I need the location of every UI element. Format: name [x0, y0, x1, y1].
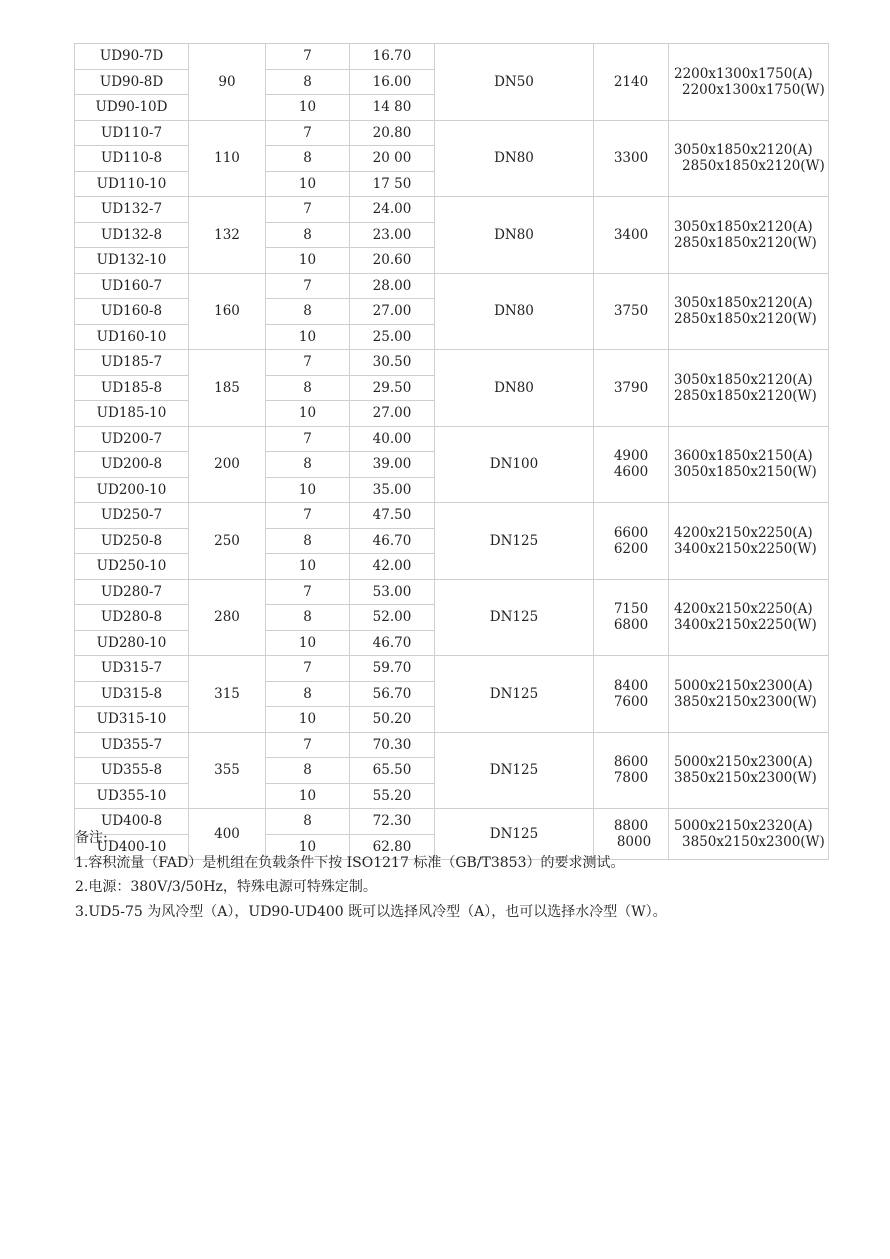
model-cell: UD355-10: [75, 783, 189, 809]
pressure-cell: 10: [266, 707, 350, 733]
model-cell: UD250-10: [75, 554, 189, 580]
weight-cell: [594, 350, 669, 427]
pressure-cell: 7: [266, 44, 350, 70]
dimensions-value: 3050x1850x2120(A): [674, 295, 813, 312]
note-item-1: 1.容积流量（FAD）是机组在负载条件下按 ISO1217 标准（GB/T3853）的要求测试。: [75, 854, 625, 871]
pressure-cell: 10: [266, 248, 350, 274]
weight-value: 8600: [613, 754, 649, 771]
weight-value: 3790: [613, 379, 649, 396]
flow-cell: 53.00: [350, 579, 435, 605]
pressure-cell: 8: [266, 146, 350, 172]
power-cell: 132: [189, 197, 266, 274]
weight-cell: [594, 120, 669, 197]
dimensions-value: 2850x1850x2120(W): [682, 158, 825, 175]
pressure-cell: 10: [266, 401, 350, 427]
model-cell: UD110-10: [75, 171, 189, 197]
power-cell: 250: [189, 503, 266, 580]
flow-cell: 40.00: [350, 426, 435, 452]
dimensions-value: 3400x2150x2250(W): [674, 617, 817, 634]
flow-cell: 59.70: [350, 656, 435, 682]
pressure-cell: 10: [266, 783, 350, 809]
flow-cell: 65.50: [350, 758, 435, 784]
pressure-cell: 10: [266, 834, 350, 860]
pressure-cell: 8: [266, 758, 350, 784]
dimensions-value: 5000x2150x2320(A): [674, 817, 813, 834]
pressure-cell: 8: [266, 452, 350, 478]
model-cell: UD185-10: [75, 401, 189, 427]
dimensions-cell: [669, 732, 829, 809]
pressure-cell: 10: [266, 171, 350, 197]
flow-cell: 25.00: [350, 324, 435, 350]
weight-value: 6800: [613, 617, 649, 634]
pressure-cell: 10: [266, 554, 350, 580]
table-row: [75, 656, 829, 682]
power-cell: 280: [189, 579, 266, 656]
dimensions-value: 3050x1850x2120(A): [674, 142, 813, 159]
flow-cell: 56.70: [350, 681, 435, 707]
table-row: [75, 579, 829, 605]
dimensions-cell: [669, 503, 829, 580]
model-cell: UD280-7: [75, 579, 189, 605]
table-row: [75, 44, 829, 70]
outlet-cell: DN50: [435, 44, 594, 121]
pressure-cell: 8: [266, 681, 350, 707]
weight-cell: [594, 732, 669, 809]
weight-cell: [594, 273, 669, 350]
weight-value: 8800: [613, 817, 649, 834]
flow-cell: 30.50: [350, 350, 435, 376]
model-cell: UD355-8: [75, 758, 189, 784]
table-row: [75, 120, 829, 146]
weight-cell: [594, 426, 669, 503]
flow-cell: 20.60: [350, 248, 435, 274]
weight-value: 8000: [616, 834, 652, 850]
weight-value: 4900: [613, 448, 649, 465]
note-item-2: 2.电源：380V/3/50Hz，特殊电源可特殊定制。: [75, 879, 377, 895]
pressure-cell: 8: [266, 375, 350, 401]
weight-value: 8400: [613, 677, 649, 694]
weight-cell: [594, 44, 669, 121]
weight-value: 7800: [613, 770, 649, 787]
outlet-cell: DN125: [435, 656, 594, 733]
model-cell: UD185-8: [75, 375, 189, 401]
dimensions-value: 3600x1850x2150(A): [674, 448, 813, 465]
dimensions-value: 2850x1850x2120(W): [674, 387, 817, 404]
dimensions-value: 3050x1850x2120(A): [674, 218, 813, 235]
pressure-cell: 10: [266, 477, 350, 503]
outlet-cell: DN80: [435, 120, 594, 197]
model-cell: UD250-8: [75, 528, 189, 554]
dimensions-value: 2850x1850x2120(W): [674, 234, 817, 251]
dimensions-value: 2200x1300x1750(W): [682, 81, 825, 98]
outlet-cell: DN100: [435, 426, 594, 503]
dimensions-value: 5000x2150x2300(A): [674, 677, 813, 694]
power-cell: 160: [189, 273, 266, 350]
pressure-cell: 8: [266, 69, 350, 95]
pressure-cell: 8: [266, 605, 350, 631]
dimensions-value: 3850x2150x2300(W): [682, 834, 825, 850]
model-cell: UD315-8: [75, 681, 189, 707]
flow-cell: 72.30: [350, 809, 435, 835]
pressure-cell: 8: [266, 809, 350, 835]
power-cell: 90: [189, 44, 266, 121]
power-cell: 185: [189, 350, 266, 427]
flow-cell: 20.80: [350, 120, 435, 146]
power-cell: 110: [189, 120, 266, 197]
weight-value: 3400: [613, 226, 649, 243]
model-cell: UD110-7: [75, 120, 189, 146]
weight-value: 2140: [613, 73, 649, 90]
dimensions-value: 3050x1850x2120(A): [674, 371, 813, 388]
dimensions-cell: [669, 120, 829, 197]
note-item-3: 3.UD5-75 为风冷型（A），UD90-UD400 既可以选择风冷型（A），也可以选择水冷型（W）。: [75, 903, 667, 920]
power-cell: 315: [189, 656, 266, 733]
model-cell: UD160-7: [75, 273, 189, 299]
model-cell: UD160-10: [75, 324, 189, 350]
flow-cell: 50.20: [350, 707, 435, 733]
spec-table-body: [75, 44, 829, 860]
weight-cell: [594, 579, 669, 656]
model-cell: UD90-7D: [75, 44, 189, 70]
model-cell: UD280-8: [75, 605, 189, 631]
flow-cell: 70.30: [350, 732, 435, 758]
model-cell: UD90-10D: [75, 95, 189, 121]
notes-section: [75, 826, 835, 924]
pressure-cell: 10: [266, 324, 350, 350]
model-cell: UD280-10: [75, 630, 189, 656]
power-cell: 400: [189, 809, 266, 860]
pressure-cell: 8: [266, 299, 350, 325]
table-row: [75, 273, 829, 299]
weight-value: 7150: [613, 601, 649, 618]
flow-cell: 55.20: [350, 783, 435, 809]
flow-cell: 35.00: [350, 477, 435, 503]
flow-cell: 46.70: [350, 528, 435, 554]
pressure-cell: 7: [266, 579, 350, 605]
flow-cell: 17 50: [350, 171, 435, 197]
flow-cell: 62.80: [350, 834, 435, 860]
dimensions-value: 2200x1300x1750(A): [674, 65, 813, 82]
table-row: [75, 197, 829, 223]
model-cell: UD200-10: [75, 477, 189, 503]
flow-cell: 20 00: [350, 146, 435, 172]
weight-cell: [594, 656, 669, 733]
dimensions-value: 3400x2150x2250(W): [674, 540, 817, 557]
weight-value: 6200: [613, 540, 649, 557]
flow-cell: 27.00: [350, 299, 435, 325]
weight-value: 6600: [613, 524, 649, 541]
table-row: [75, 350, 829, 376]
model-cell: UD315-7: [75, 656, 189, 682]
dimensions-cell: [669, 197, 829, 274]
dimensions-value: 3850x2150x2300(W): [674, 770, 817, 787]
flow-cell: 42.00: [350, 554, 435, 580]
dimensions-cell: [669, 579, 829, 656]
flow-cell: 23.00: [350, 222, 435, 248]
pressure-cell: 7: [266, 656, 350, 682]
pressure-cell: 7: [266, 350, 350, 376]
outlet-cell: DN125: [435, 809, 594, 860]
outlet-cell: DN125: [435, 503, 594, 580]
notes-heading: 备注:: [75, 830, 108, 846]
outlet-cell: DN125: [435, 579, 594, 656]
model-cell: UD400-10: [75, 834, 189, 860]
dimensions-value: 3850x2150x2300(W): [674, 693, 817, 710]
model-cell: UD250-7: [75, 503, 189, 529]
dimensions-cell: [669, 350, 829, 427]
flow-cell: 24.00: [350, 197, 435, 223]
model-cell: UD90-8D: [75, 69, 189, 95]
dimensions-value: 2850x1850x2120(W): [674, 311, 817, 328]
outlet-cell: DN80: [435, 197, 594, 274]
model-cell: UD200-7: [75, 426, 189, 452]
outlet-cell: DN80: [435, 273, 594, 350]
outlet-cell: DN125: [435, 732, 594, 809]
pressure-cell: 7: [266, 503, 350, 529]
spec-table: [74, 43, 829, 860]
flow-cell: 28.00: [350, 273, 435, 299]
model-cell: UD400-8: [75, 809, 189, 835]
weight-value: 4600: [613, 464, 649, 481]
model-cell: UD110-8: [75, 146, 189, 172]
pressure-cell: 7: [266, 732, 350, 758]
flow-cell: 46.70: [350, 630, 435, 656]
flow-cell: 52.00: [350, 605, 435, 631]
dimensions-value: 3050x1850x2150(W): [674, 464, 817, 481]
power-cell: 355: [189, 732, 266, 809]
dimensions-value: 4200x2150x2250(A): [674, 601, 813, 618]
dimensions-cell: [669, 273, 829, 350]
flow-cell: 16.00: [350, 69, 435, 95]
pressure-cell: 10: [266, 630, 350, 656]
dimensions-cell: [669, 426, 829, 503]
pressure-cell: 10: [266, 95, 350, 121]
model-cell: UD132-8: [75, 222, 189, 248]
flow-cell: 39.00: [350, 452, 435, 478]
table-row: [75, 503, 829, 529]
dimensions-value: 4200x2150x2250(A): [674, 524, 813, 541]
power-cell: 200: [189, 426, 266, 503]
model-cell: UD185-7: [75, 350, 189, 376]
model-cell: UD355-7: [75, 732, 189, 758]
pressure-cell: 7: [266, 120, 350, 146]
table-row: [75, 426, 829, 452]
table-row: [75, 732, 829, 758]
weight-cell: [594, 197, 669, 274]
model-cell: UD132-10: [75, 248, 189, 274]
weight-cell: [594, 503, 669, 580]
dimensions-cell: [669, 44, 829, 121]
flow-cell: 27.00: [350, 401, 435, 427]
dimensions-cell: [669, 656, 829, 733]
pressure-cell: 7: [266, 197, 350, 223]
model-cell: UD132-7: [75, 197, 189, 223]
weight-value: 3750: [613, 303, 649, 320]
pressure-cell: 7: [266, 273, 350, 299]
model-cell: UD200-8: [75, 452, 189, 478]
flow-cell: 16.70: [350, 44, 435, 70]
pressure-cell: 7: [266, 426, 350, 452]
pressure-cell: 8: [266, 528, 350, 554]
model-cell: UD160-8: [75, 299, 189, 325]
flow-cell: 29.50: [350, 375, 435, 401]
model-cell: UD315-10: [75, 707, 189, 733]
weight-value: 3300: [613, 150, 649, 167]
flow-cell: 47.50: [350, 503, 435, 529]
outlet-cell: DN80: [435, 350, 594, 427]
flow-cell: 14 80: [350, 95, 435, 121]
pressure-cell: 8: [266, 222, 350, 248]
weight-value: 7600: [613, 693, 649, 710]
dimensions-value: 5000x2150x2300(A): [674, 754, 813, 771]
